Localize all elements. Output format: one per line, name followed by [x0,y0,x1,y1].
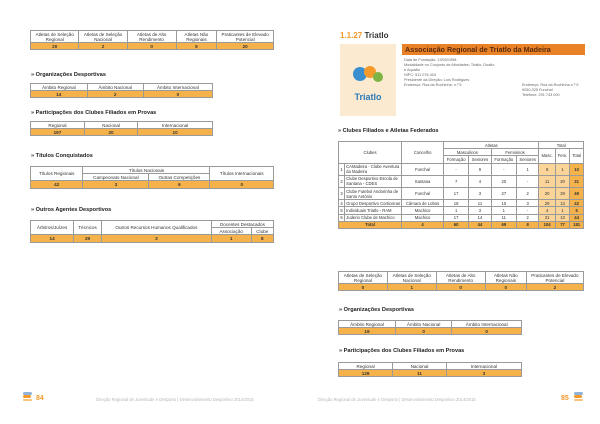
cell: 0 [143,91,212,98]
cell: - [516,207,539,214]
cell: 4 [402,221,444,228]
row-number: 6 [340,215,343,221]
cell: 3 [516,200,539,207]
cell: 0 [436,284,485,291]
participations-table-right [338,362,522,377]
cell: 1 [211,235,251,242]
cell: - [444,163,469,175]
page-number: 84 [36,395,44,402]
row-number: 2 [339,175,345,187]
cell: 9 [539,163,555,175]
table-row [339,200,584,207]
row-number: 4 [340,200,343,206]
logo-lettering: Triatlo [354,92,382,102]
cell: 7 [444,175,469,187]
association-card [340,44,585,116]
col-header: Atletas de Alto Rendimento [436,272,485,284]
col-header: Docentes Destacados [211,221,273,228]
col-header: Clubes [339,142,402,164]
clubs-table [338,141,584,229]
col-header: Fem. [555,149,569,163]
cell: 2 [526,284,583,291]
cell: 2 [87,91,143,98]
row-number: 3 [339,187,345,199]
table-row [339,214,584,221]
total-row [339,221,584,228]
cell: 17 [444,187,469,199]
cell: 69 [491,221,516,228]
cell: 14 [469,214,492,221]
club-name: Individuais Triatlo - RAM [345,207,402,214]
cell: 44 [570,214,584,221]
association-info [404,58,494,88]
col-header: Formação [491,156,516,163]
cell: 3 [101,235,211,242]
col-header: Internacional [138,122,213,129]
cell: 31 [570,175,584,187]
cell: 4 [469,175,492,187]
cell: 5 [570,207,584,214]
cell: 1 [387,284,436,291]
col-header: Seniores [469,156,492,163]
col-header: Internacional [446,363,521,370]
page-bars-icon [23,392,32,402]
cell: 0 [452,328,522,335]
col-header: Nacional [393,363,447,370]
cell: 19 [339,328,396,335]
club-name: Clube Futebol Andorinha de Santo António [345,187,402,199]
cell: 29 [74,235,102,242]
cell: 3 [83,181,149,188]
col-header: Clube [251,228,274,235]
agents-table-left [30,220,274,243]
cell: 181 [570,221,584,228]
section-heading [340,31,389,40]
cell: 0 [339,284,388,291]
cell: 197 [31,129,85,136]
info-line: Data de Fundação: 13/03/1998 [404,58,457,62]
cell: 20 [84,129,137,136]
cell: Câmara de Lobos [402,200,444,207]
col-header: Atletas de Seleção Regional [31,31,79,43]
cell: 18 [444,200,469,207]
col-header: Outras Competições [149,174,210,181]
athletes-table-right [338,271,584,291]
col-header: Atletas Não Regionais [485,272,526,284]
cell: 104 [539,221,555,228]
cell: 129 [339,370,393,377]
cell: 14 [31,235,74,242]
col-header: Praticantes de Elevado Potencial [526,272,583,284]
association-contact [522,83,578,98]
row-number: 1 [339,163,345,175]
col-header: Atletas de Seleção Nacional [79,31,127,43]
cell: 20 [539,187,555,199]
cell: 17 [444,214,469,221]
cell: 29 [539,200,555,207]
col-header: Regional [31,122,85,129]
cell: 20 [555,175,569,187]
cell: 11 [539,175,555,187]
col-header: Atletas de Seleção Nacional [387,272,436,284]
table-row [339,175,584,187]
club-name: Clube Desportivo Escola de Santana - CDES [345,175,402,187]
section-title: » Títulos Conquistados [31,153,93,159]
col-header: Atletas Não Regionais [176,31,217,43]
cell: 0 [485,284,526,291]
info-line: 9050-025 Funchal [522,88,553,92]
col-header: Âmbito Internacional [452,321,522,328]
cell: 60 [444,221,469,228]
cell: 1 [491,207,516,214]
cell: 1 [555,163,569,175]
col-header: Total [539,142,584,149]
info-line: Modalidade no Conjunto de Atividades: Triatlo, Duatlo [404,63,495,67]
cell: 0 [127,43,176,50]
col-header: Masculinos [444,149,492,156]
cell: 2 [79,43,127,50]
cell: 29 [555,187,569,199]
col-header: Formação [444,156,469,163]
cell: 11 [393,370,447,377]
club-name: CAMadeira - Clube Aventura da Madeira [345,163,402,175]
info-line: Telefone: 291 743 000 [522,93,560,97]
cell: 2 [516,214,539,221]
athletes-table-left [30,30,274,50]
info-line: e Aquatlo [404,68,420,72]
cell: 49 [570,187,584,199]
footer-text: Direção Regional de Juventude e Desporto | Desenvolvimento Desportivo 2014/2015 [318,397,476,402]
cell: 20 [31,43,79,50]
org-table-right [338,320,522,335]
table-row [339,207,584,214]
col-header: Âmbito Nacional [87,84,143,91]
cell: 20 [217,43,274,50]
cell: - [516,175,539,187]
cell: Santana [402,175,444,187]
col-header: Atletas de Alto Rendimento [127,31,176,43]
col-header: Masc. [539,149,555,163]
triathlon-logo-icon [340,44,396,116]
col-header: Nacional [84,122,137,129]
association-name: Associação Regional de Triatlo da Madeira [405,45,551,54]
org-table-left [30,83,213,98]
info-line: Endereço: Rua da Rochinha n.º 5 [522,83,579,87]
cell: 3 [469,207,492,214]
section-title: » Clubes Filiados e Atletas Federados [338,128,439,134]
cell: 0 [210,181,274,188]
total-label: Total [339,221,402,228]
section-name: Triatlo [364,31,389,40]
cell: Funchal [402,163,444,175]
section-title: » Participações dos Clubes Filiados em Provas [31,110,157,116]
cell: 11 [491,214,516,221]
cell: 9 [469,163,492,175]
col-header: Títulos Internacionais [210,167,274,181]
col-header: Árbitros/Juízes [31,221,74,235]
col-header: Âmbito Internacional [143,84,212,91]
col-header: Âmbito Regional [31,84,88,91]
col-header: Atletas de Seleção Regional [339,272,388,284]
cell: 8 [251,235,274,242]
col-header: Âmbito Nacional [395,321,452,328]
cell: 6 [149,181,210,188]
col-header: Outros Recursos Humanos Qualificados [101,221,211,235]
association-band [402,44,585,55]
cell: Machico [402,207,444,214]
cell: 9 [176,43,217,50]
cell: 44 [469,221,492,228]
col-header: Concelho [402,142,444,164]
col-header: Títulos Nacionais [83,167,210,174]
col-header: Total [570,149,584,163]
table-row [339,187,584,199]
cell: 10 [570,163,584,175]
cell: 10 [138,129,213,136]
cell: 20 [491,175,516,187]
table-row [339,163,584,175]
cell: 31 [539,214,555,221]
club-name: Grupo Desportivo Corticeiras [346,200,401,206]
cell: - [491,163,516,175]
col-header: Âmbito Regional [339,321,396,328]
cell: 14 [31,91,88,98]
participations-table-left [30,121,213,136]
col-header: Praticantes de Elevado Potencial [217,31,274,43]
section-title: » Outros Agentes Desportivos [31,207,112,213]
cell: 42 [570,200,584,207]
cell: Machico [402,214,444,221]
cell: 13 [555,214,569,221]
col-header: Atletas [444,142,539,149]
cell: 1 [516,163,539,175]
section-title: » Organizações Desportivas [31,72,106,78]
info-line: NIPC: 511 076 404 [404,73,437,77]
col-header: Femininos [491,149,539,156]
cell: 10 [491,200,516,207]
cell: 77 [555,221,569,228]
cell: 0 [395,328,452,335]
cell: 42 [31,181,83,188]
row-number: 5 [340,207,343,213]
col-header: Regional [339,363,393,370]
cell: 1 [555,207,569,214]
cell: Funchal [402,187,444,199]
col-header: Associação [211,228,251,235]
page-bars-icon [574,392,583,402]
col-header: Títulos Regionais [31,167,83,181]
club-name: Juderio Clube de Machico [345,214,402,221]
page-number: 85 [561,395,569,402]
cell: 2 [516,187,539,199]
col-header: Seniores [516,156,539,163]
col-header: Técnicos [74,221,102,235]
footer-text: Direção Regional de Juventude e Desporto | Desenvolvimento Desportivo 2014/2015 [96,397,254,402]
cell: 8 [516,221,539,228]
col-header: Campeonato Nacional [83,174,149,181]
cell: 3 [469,187,492,199]
info-line: Endereço: Rua da Rochinha, n.º 5 [404,83,462,87]
titles-table-left [30,166,274,189]
info-line: Presidente da Direção: Luís Rodrigues [404,78,470,82]
cell: 4 [539,207,555,214]
section-title: » Organizações Desportivas [339,307,414,313]
section-title: » Participações dos Clubes Filiados em Provas [339,348,465,354]
cell: 3 [446,370,521,377]
cell: 13 [555,200,569,207]
cell: 11 [469,200,492,207]
cell: 27 [491,187,516,199]
association-logo [340,44,396,116]
cell: 1 [444,207,469,214]
section-number: 1.1.27 [340,31,363,40]
